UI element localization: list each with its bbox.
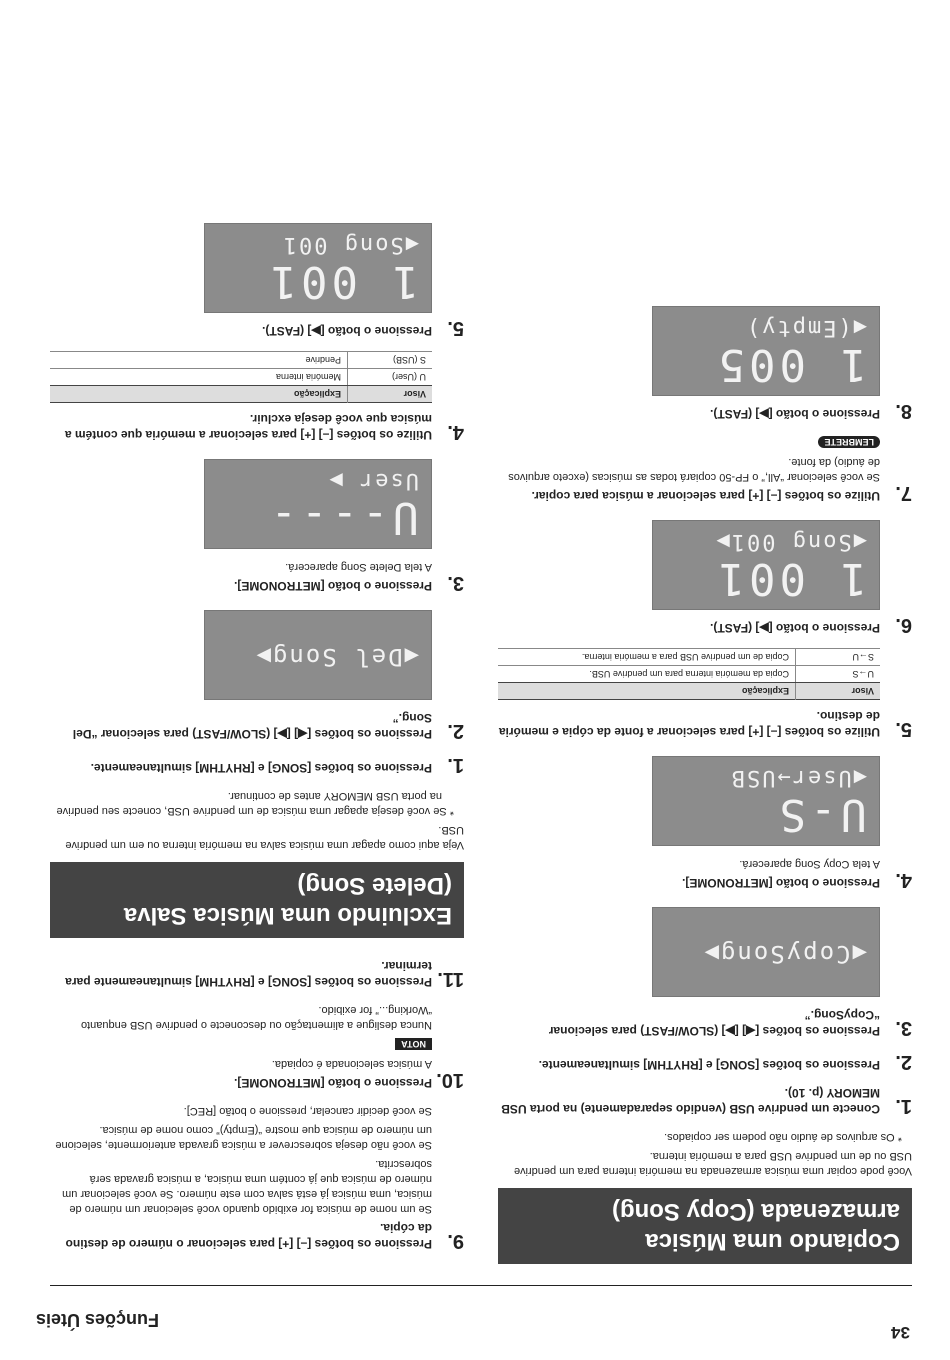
lcd-line-2: ◀Song 001 (281, 232, 419, 257)
step-number: 7. (895, 482, 912, 504)
step-number: 10. (436, 1069, 464, 1091)
step (498, 903, 912, 1039)
step-text: A música selecionada é copiada. (271, 1058, 432, 1070)
explanation-table (498, 648, 880, 700)
step-body (50, 754, 432, 776)
step-body (498, 648, 880, 740)
step-text: A tela Copy Song aparecerá. (739, 858, 880, 870)
step-body (498, 434, 880, 504)
lcd-display (652, 756, 880, 846)
step-body (50, 1103, 432, 1252)
lcd-display (204, 459, 432, 549)
step (498, 1085, 912, 1117)
step-text: Se você selecionar “All,” o FP-50 copiará todas as músicas (exceto arquivos de áudio) da fonte. (508, 456, 880, 483)
step (498, 302, 912, 422)
table-cell: U→S (796, 666, 881, 683)
step-title: Utilize os botões [–] [+] para selecionar a fonte da cópia e memória de destino. (498, 709, 880, 739)
table-row (50, 369, 432, 386)
copy-column (498, 302, 912, 1264)
step-body (498, 302, 880, 422)
table-row (50, 352, 432, 369)
note-badge: NOTA (395, 1038, 432, 1050)
step (498, 648, 912, 740)
step (50, 351, 464, 443)
note-badge: LEMBRETE (819, 436, 881, 448)
step-title: Pressione os botões [SONG] e [RHYTHM] simultaneamente. (90, 761, 432, 775)
step (498, 516, 912, 636)
section-label: Funções Úteis (36, 1310, 160, 1330)
step-title: Pressione os botões [◀] [▶] (SLOW/FAST) para selecionar “Del Song.” (72, 711, 432, 741)
step-text: Se um nome de música for exibido quando você selecionar um número de música, uma música já está salva com este número. Se você selecionar um número de música que já contém uma música, a música gravada será sobrescrita. (62, 1158, 432, 1215)
page-number: 34 (891, 1323, 910, 1342)
lcd-line-2: ◀Song 001▶ (714, 529, 867, 554)
note-text: * Se você deseja apagar uma música de um pendrive USB, conecte seu pendrive na porta USB MEMORY antes de continuar. (56, 790, 454, 817)
lcd-display (652, 907, 880, 997)
lcd-line-2: ◀User→USB (729, 765, 867, 790)
table-cell: S (USB) (348, 352, 433, 369)
step (50, 455, 464, 594)
step (50, 1002, 464, 1091)
step-body (50, 1002, 432, 1091)
step-body (50, 351, 432, 443)
lcd-display (652, 520, 880, 610)
step-title: Pressione os botões [SONG] e [RHYTHM] simultaneamente. (538, 1058, 880, 1072)
step (498, 434, 912, 504)
lcd-line-2: User ▶ (327, 468, 419, 493)
lcd-line-1: 1 001 (266, 256, 419, 307)
step-number: 9. (447, 1230, 464, 1252)
step-title: Pressione o botão [METRONOME]. (233, 579, 432, 593)
step-body (498, 516, 880, 636)
table-cell: S→U (796, 649, 881, 666)
step-text: Se você não deseja sobrescrever a música gravada anteriormente, selecione um número de música que mostre “(Empty)” como nome de música. (55, 1124, 432, 1151)
step-body (498, 752, 880, 891)
step-number: 2. (447, 720, 464, 742)
step-title: Pressione os botões [◀] [▶] (SLOW/FAST) para selecionar “CopySong.” (548, 1008, 880, 1038)
explanation-table (50, 351, 432, 403)
lcd-line-2: ◀(Empty) (745, 315, 867, 340)
lcd-line-1: 1 001 (714, 553, 867, 604)
step (50, 754, 464, 776)
delete-column (50, 219, 464, 1264)
step-number: 11. (437, 968, 464, 990)
intro-text: Você pode copiar uma música armazenada na memória interna para um pendrive USB ou de um pendrive USB para a memória interna. (513, 1150, 912, 1177)
step-number: 3. (895, 1017, 912, 1039)
step-number: 5. (447, 317, 464, 339)
step-title: Utilize os botões [–] [+] para selecionar a memória que contém a música que você deseja excluir. (64, 412, 432, 442)
table-cell: Memória interna (50, 369, 348, 386)
lcd-line-1: 1 005 (714, 339, 867, 390)
step-body (50, 219, 432, 339)
section-banner: Excluindo uma Música Salva (Delete Song) (50, 862, 464, 938)
step-body (50, 606, 432, 742)
step-body (50, 958, 432, 990)
lcd-text: ◀Del Song▶ (254, 643, 419, 671)
step-number: 8. (895, 400, 912, 422)
step-number: 1. (895, 1095, 912, 1117)
table-header-row (498, 683, 880, 700)
step (498, 752, 912, 891)
step-title: Pressione o botão [▶] (FAST). (710, 621, 880, 635)
lcd-display (652, 306, 880, 396)
lcd-line-1: U---- (266, 492, 419, 543)
step-title: Pressione os botões [SONG] e [RHYTHM] simultaneamente para terminar. (65, 959, 432, 989)
step (50, 958, 464, 990)
step-body (498, 903, 880, 1039)
step-number: 4. (895, 869, 912, 891)
table-row (498, 649, 880, 666)
step-number: 1. (447, 754, 464, 776)
step-number: 3. (447, 572, 464, 594)
note-text: * Os arquivos de áudio não podem ser copiados. (664, 1131, 902, 1143)
step (50, 606, 464, 742)
step-text: Se você decidir cancelar, pressione o botão [REC]. (183, 1105, 432, 1117)
table-cell: Copia da memória interna para um pendrive USB. (498, 666, 796, 683)
table-row (498, 666, 880, 683)
intro-text: Veja aqui como apagar uma música salva na memória interna ou em um pendrive USB. (65, 824, 464, 851)
step (50, 1103, 464, 1252)
lcd-display (204, 223, 432, 313)
step-title: Pressione o botão [METRONOME]. (233, 1076, 432, 1090)
lcd-line-1: U-S (775, 789, 867, 840)
table-cell: Copia de um pendrive USB para a memória interna. (498, 649, 796, 666)
step-number: 2. (895, 1051, 912, 1073)
step-body (498, 1085, 880, 1117)
lcd-text: ◀CopySong▶ (702, 940, 867, 968)
step (498, 1051, 912, 1073)
table-header: Visor (348, 386, 433, 403)
step-title: Pressione os botões [–] [+] para selecionar o número de destino da cópia. (65, 1221, 432, 1251)
step-body (498, 1051, 880, 1073)
step-title: Pressione o botão [▶] (FAST). (262, 324, 432, 338)
step-number: 4. (447, 421, 464, 443)
step-title: Utilize os botões [–] [+] para selecionar a música para copiar. (531, 489, 880, 503)
step-text: Nunca desligue a alimentação ou desconecte o pendrive USB enquanto “Working...” for exibido. (80, 1004, 432, 1031)
step-text: A tela Delete Song aparecerá. (285, 561, 432, 573)
step-number: 6. (895, 614, 912, 636)
section-banner: Copiando uma Música armazenada (Copy Song) (498, 1188, 912, 1264)
table-cell: U (User) (348, 369, 433, 386)
table-cell: Pendrive (50, 352, 348, 369)
step-title: Pressione o botão [METRONOME]. (681, 876, 880, 890)
header-rule (50, 1285, 912, 1286)
table-header: Explicação (50, 386, 348, 403)
table-header-row (50, 386, 432, 403)
step-number: 5. (895, 718, 912, 740)
lcd-display (204, 610, 432, 700)
table-header: Explicação (498, 683, 796, 700)
step-body (50, 455, 432, 594)
step (50, 219, 464, 339)
step-title: Conecte um pendrive USB (vendido separadamente) na porta USB MEMORY (p. 10). (501, 1086, 880, 1116)
table-header: Visor (796, 683, 881, 700)
step-title: Pressione o botão [▶] (FAST). (710, 407, 880, 421)
